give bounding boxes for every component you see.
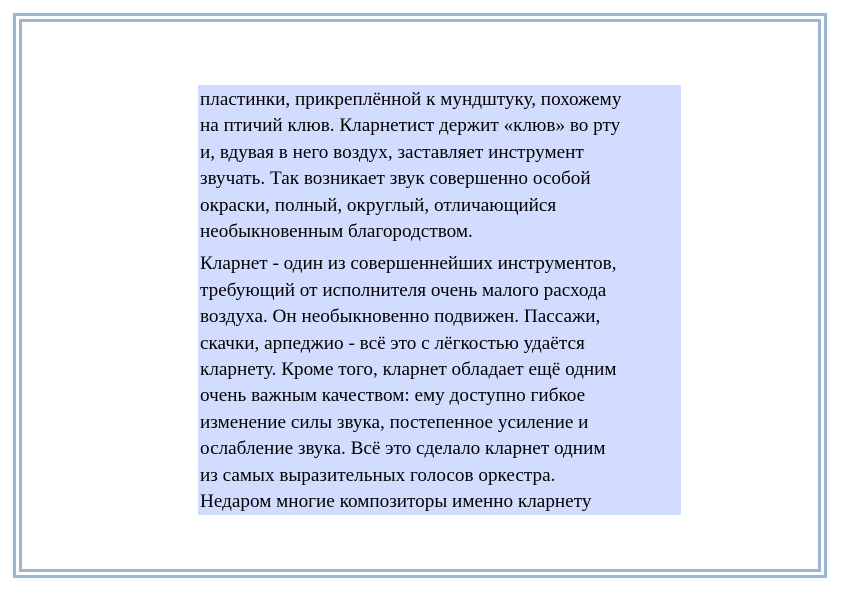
text-line: необыкновенным благородством. <box>200 221 473 243</box>
text-line: Недаром многие композиторы именно кларнету <box>200 491 592 513</box>
text-line: на птичий клюв. Кларнетист держит «клюв» во рту <box>200 115 621 137</box>
text-line: скачки, арпеджио - всё это с лёгкостью удаётся <box>200 332 585 354</box>
text-line: пластинки, прикреплённой к мундштуку, похожему <box>200 89 622 110</box>
text-line: воздуха. Он необыкновенно подвижен. Пассажи, <box>200 306 601 328</box>
text-line: требующий от исполнителя очень малого расхода <box>200 279 607 301</box>
paragraph-2 <box>200 251 679 515</box>
text-line: Кларнет - один из совершеннейших инструментов, <box>200 253 617 275</box>
text-line: и, вдувая в него воздух, заставляет инструмент <box>200 141 584 163</box>
paragraph-1 <box>200 87 679 245</box>
text-line: кларнету. Кроме того, кларнет обладает ещё одним <box>200 359 617 381</box>
text-line: изменение силы звука, постепенное усиление и <box>200 411 589 433</box>
text-line: ослабление звука. Всё это сделало кларнет одним <box>200 438 606 460</box>
text-line: окраски, полный, округлый, отличающийся <box>200 194 557 216</box>
text-line: из самых выразительных голосов оркестра. <box>200 464 556 486</box>
text-line: звучать. Так возникает звук совершенно особой <box>200 168 591 190</box>
text-box <box>198 85 681 515</box>
text-line: очень важным качеством: ему доступно гибкое <box>200 385 586 407</box>
